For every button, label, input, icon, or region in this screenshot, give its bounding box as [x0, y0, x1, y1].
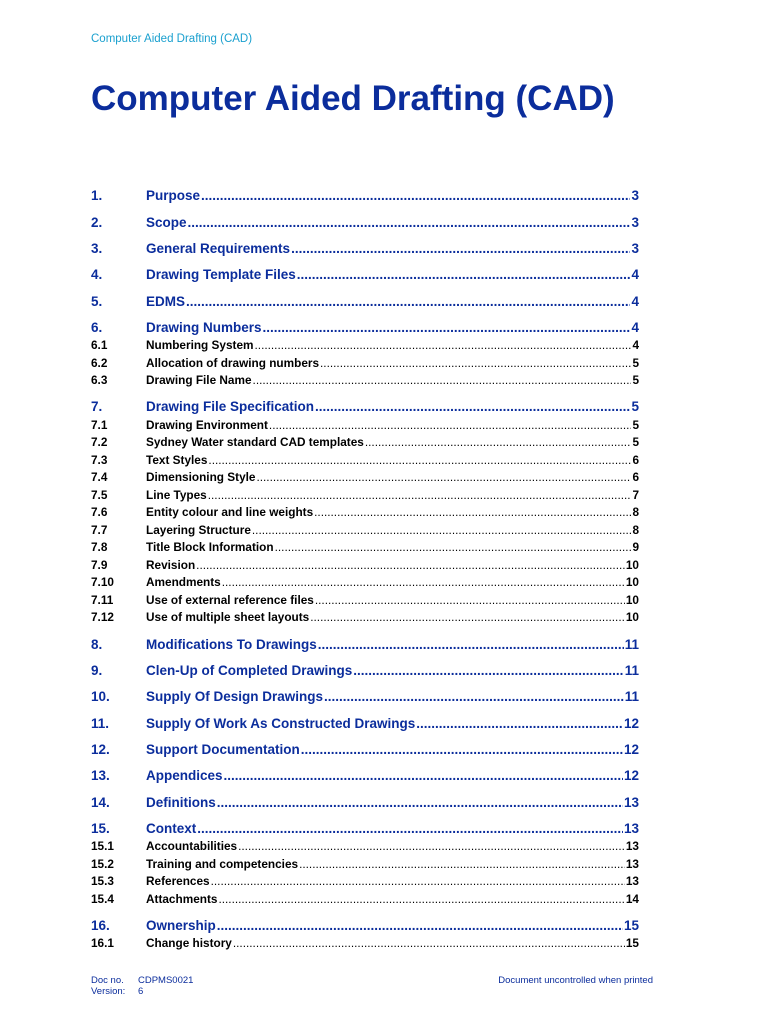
toc-entry[interactable] — [91, 794, 639, 812]
toc-dot-leader — [314, 504, 631, 520]
toc-entry-label: Drawing Numbers — [146, 320, 262, 335]
toc-entry-page: 4 — [631, 267, 639, 282]
toc-entry[interactable] — [91, 715, 639, 733]
toc-dot-leader — [318, 636, 624, 654]
toc-entry-number: 7.4 — [91, 470, 108, 484]
toc-entry[interactable] — [91, 688, 639, 706]
toc-entry-label: Drawing Template Files — [146, 267, 296, 282]
toc-entry-page: 5 — [632, 435, 639, 449]
toc-entry-page: 13 — [625, 839, 639, 853]
toc-entry-number: 15.4 — [91, 892, 114, 906]
toc-entry[interactable] — [91, 592, 639, 608]
toc-entry-label: Sydney Water standard CAD templates — [146, 435, 364, 449]
toc-entry[interactable] — [91, 293, 639, 311]
toc-entry-label: Numbering System — [146, 338, 254, 352]
toc-dot-leader — [208, 487, 632, 503]
toc-entry[interactable] — [91, 398, 639, 416]
toc-dot-leader — [310, 609, 625, 625]
toc-entry-number: 7.6 — [91, 505, 108, 519]
toc-entry[interactable] — [91, 214, 639, 232]
toc-entry[interactable] — [91, 240, 639, 258]
toc-entry-page: 12 — [623, 716, 639, 731]
toc-entry-number: 6. — [91, 320, 103, 335]
toc-entry-label: Attachments — [146, 892, 218, 906]
toc-entry[interactable] — [91, 539, 639, 555]
toc-entry-number: 11. — [91, 716, 110, 731]
toc-entry-page: 5 — [632, 373, 639, 387]
toc-entry[interactable] — [91, 319, 639, 337]
toc-dot-leader — [353, 662, 623, 680]
toc-entry-label: Definitions — [146, 795, 216, 810]
toc-entry-page: 11 — [624, 637, 639, 652]
toc-entry-label: EDMS — [146, 294, 186, 309]
toc-entry-number: 7.3 — [91, 453, 108, 467]
toc-dot-leader — [238, 838, 625, 854]
toc-entry-label: Accountabilities — [146, 839, 238, 853]
toc-entry-number: 10. — [91, 689, 110, 704]
toc-entry-page: 13 — [625, 857, 639, 871]
toc-entry-number: 7.7 — [91, 523, 108, 537]
toc-entry-number: 1. — [91, 188, 103, 203]
toc-entry[interactable] — [91, 636, 639, 654]
toc-entry-number: 7.2 — [91, 435, 108, 449]
toc-entry-label: Entity colour and line weights — [146, 505, 314, 519]
toc-dot-leader — [416, 715, 623, 733]
toc-entry[interactable] — [91, 557, 639, 573]
toc-entry-label: General Requirements — [146, 241, 291, 256]
toc-entry-page: 12 — [623, 768, 639, 783]
toc-entry-page: 6 — [632, 453, 639, 467]
toc-entry-page: 3 — [631, 188, 639, 203]
toc-entry[interactable] — [91, 522, 639, 538]
toc-entry-number: 9. — [91, 663, 103, 678]
toc-entry-label: Drawing File Name — [146, 373, 252, 387]
running-header: Computer Aided Drafting (CAD) — [91, 33, 253, 45]
toc-dot-leader — [217, 917, 623, 935]
toc-dot-leader — [297, 266, 631, 284]
toc-entry-number: 8. — [91, 637, 103, 652]
toc-dot-leader — [211, 873, 625, 889]
toc-entry[interactable] — [91, 609, 639, 625]
toc-dot-leader — [196, 557, 625, 573]
toc-entry-label: Clen-Up of Completed Drawings — [146, 663, 353, 678]
toc-dot-leader — [315, 592, 625, 608]
toc-dot-leader — [275, 539, 632, 555]
toc-entry[interactable] — [91, 434, 639, 450]
toc-entry[interactable] — [91, 504, 639, 520]
toc-dot-leader — [222, 574, 625, 590]
toc-entry-label: Modifications To Drawings — [146, 637, 317, 652]
toc-dot-leader — [186, 293, 630, 311]
toc-entry-number: 5. — [91, 294, 103, 309]
doc-no-value: CDPMS0021 — [138, 975, 194, 986]
toc-entry[interactable] — [91, 372, 639, 388]
toc-entry-page: 10 — [625, 593, 639, 607]
toc-entry-number: 3. — [91, 241, 103, 256]
toc-entry-number: 16. — [91, 918, 110, 933]
toc-dot-leader — [301, 741, 623, 759]
toc-entry-number: 7.11 — [91, 593, 114, 607]
uncontrolled-notice: Document uncontrolled when printed — [498, 975, 653, 986]
toc-dot-leader — [365, 434, 632, 450]
toc-entry-label: Title Block Information — [146, 540, 274, 554]
toc-entry-page: 11 — [624, 663, 639, 678]
toc-entry-page: 3 — [631, 215, 639, 230]
toc-entry-page: 10 — [625, 575, 639, 589]
toc-dot-leader — [263, 319, 631, 337]
toc-entry[interactable] — [91, 820, 639, 838]
toc-entry[interactable] — [91, 662, 639, 680]
version-value: 6 — [138, 986, 144, 997]
toc-entry-number: 15.1 — [91, 839, 114, 853]
toc-entry-number: 7.12 — [91, 610, 114, 624]
toc-entry[interactable] — [91, 355, 639, 371]
toc-entry[interactable] — [91, 417, 639, 433]
toc-entry-page: 13 — [623, 821, 639, 836]
toc-entry-number: 2. — [91, 215, 103, 230]
toc-entry-label: Dimensioning Style — [146, 470, 256, 484]
toc-entry-number: 15.3 — [91, 874, 114, 888]
toc-entry-label: Drawing File Specification — [146, 399, 315, 414]
toc-entry-page: 13 — [625, 874, 639, 888]
toc-entry-page: 6 — [632, 470, 639, 484]
toc-entry[interactable] — [91, 337, 639, 353]
toc-entry-page: 8 — [632, 523, 639, 537]
toc-entry-label: Change history — [146, 936, 232, 950]
toc-entry-page: 15 — [623, 918, 639, 933]
toc-dot-leader — [208, 452, 631, 468]
toc-entry-label: Appendices — [146, 768, 223, 783]
toc-dot-leader — [188, 214, 631, 232]
toc-entry-label: Ownership — [146, 918, 216, 933]
toc-entry-label: Supply Of Work As Constructed Drawings — [146, 716, 416, 731]
toc-entry-number: 4. — [91, 267, 103, 282]
toc-entry-label: Revision — [146, 558, 196, 572]
toc-entry-label: References — [146, 874, 210, 888]
toc-entry-page: 8 — [632, 505, 639, 519]
toc-entry-label: Use of external reference files — [146, 593, 314, 607]
toc-entry-number: 7.10 — [91, 575, 114, 589]
document-title: Computer Aided Drafting (CAD) — [91, 79, 615, 118]
toc-entry-label: Context — [146, 821, 197, 836]
toc-entry[interactable] — [91, 574, 639, 590]
toc-dot-leader — [197, 820, 623, 838]
toc-entry-number: 7. — [91, 399, 103, 414]
toc-dot-leader — [217, 794, 623, 812]
toc-dot-leader — [315, 398, 630, 416]
toc-dot-leader — [320, 355, 631, 371]
toc-entry-number: 7.9 — [91, 558, 108, 572]
doc-no-label: Doc no. — [91, 975, 124, 986]
toc-entry-label: Purpose — [146, 188, 201, 203]
toc-entry-page: 5 — [631, 399, 639, 414]
toc-entry-page: 3 — [631, 241, 639, 256]
toc-dot-leader — [233, 935, 625, 951]
toc-entry[interactable] — [91, 741, 639, 759]
toc-dot-leader — [218, 891, 624, 907]
toc-entry-number: 16.1 — [91, 936, 114, 950]
toc-entry-page: 4 — [632, 338, 639, 352]
toc-dot-leader — [256, 469, 631, 485]
toc-entry-label: Use of multiple sheet layouts — [146, 610, 310, 624]
toc-entry-label: Scope — [146, 215, 187, 230]
toc-entry-page: 5 — [632, 418, 639, 432]
toc-entry-label: Drawing Environment — [146, 418, 268, 432]
toc-entry-page: 4 — [631, 294, 639, 309]
toc-entry[interactable] — [91, 266, 639, 284]
toc-entry-label: Amendments — [146, 575, 221, 589]
toc-entry[interactable] — [91, 935, 639, 951]
toc-dot-leader — [255, 337, 632, 353]
toc-entry-number: 14. — [91, 795, 110, 810]
toc-entry-label: Support Documentation — [146, 742, 300, 757]
toc-entry-number: 7.5 — [91, 488, 108, 502]
toc-entry-label: Supply Of Design Drawings — [146, 689, 324, 704]
toc-dot-leader — [224, 767, 623, 785]
footer-doc-info — [91, 975, 193, 997]
toc-entry-page: 13 — [623, 795, 639, 810]
toc-entry-page: 10 — [625, 610, 639, 624]
toc-entry-page: 4 — [631, 320, 639, 335]
toc-entry-number: 6.1 — [91, 338, 108, 352]
toc-entry[interactable] — [91, 452, 639, 468]
toc-entry-page: 14 — [625, 892, 639, 906]
toc-entry-label: Line Types — [146, 488, 207, 502]
toc-entry-page: 11 — [624, 689, 639, 704]
toc-entry-page: 9 — [632, 540, 639, 554]
toc-entry-number: 15. — [91, 821, 110, 836]
toc-entry-number: 7.8 — [91, 540, 108, 554]
toc-entry-page: 12 — [623, 742, 639, 757]
toc-dot-leader — [252, 522, 632, 538]
toc-entry-number: 6.2 — [91, 356, 108, 370]
toc-dot-leader — [291, 240, 630, 258]
toc-entry[interactable] — [91, 873, 639, 889]
toc-entry[interactable] — [91, 187, 639, 205]
toc-dot-leader — [299, 856, 625, 872]
toc-entry[interactable] — [91, 487, 639, 503]
toc-entry-page: 15 — [625, 936, 639, 950]
toc-entry[interactable] — [91, 838, 639, 854]
toc-entry[interactable] — [91, 891, 639, 907]
toc-entry-number: 12. — [91, 742, 110, 757]
toc-dot-leader — [324, 688, 624, 706]
toc-dot-leader — [269, 417, 632, 433]
toc-entry-label: Training and competencies — [146, 857, 299, 871]
toc-entry-label: Layering Structure — [146, 523, 251, 537]
toc-entry[interactable] — [91, 856, 639, 872]
toc-entry-number: 7.1 — [91, 418, 108, 432]
toc-entry-label: Allocation of drawing numbers — [146, 356, 320, 370]
toc-dot-leader — [201, 187, 630, 205]
toc-entry-number: 6.3 — [91, 373, 108, 387]
toc-entry[interactable] — [91, 767, 639, 785]
toc-entry-label: Text Styles — [146, 453, 208, 467]
toc-entry-page: 5 — [632, 356, 639, 370]
version-label: Version: — [91, 986, 126, 997]
toc-entry[interactable] — [91, 469, 639, 485]
toc-entry[interactable] — [91, 917, 639, 935]
toc-dot-leader — [253, 372, 632, 388]
toc-entry-number: 15.2 — [91, 857, 114, 871]
toc-entry-number: 13. — [91, 768, 110, 783]
toc-entry-page: 10 — [625, 558, 639, 572]
toc-entry-page: 7 — [632, 488, 639, 502]
